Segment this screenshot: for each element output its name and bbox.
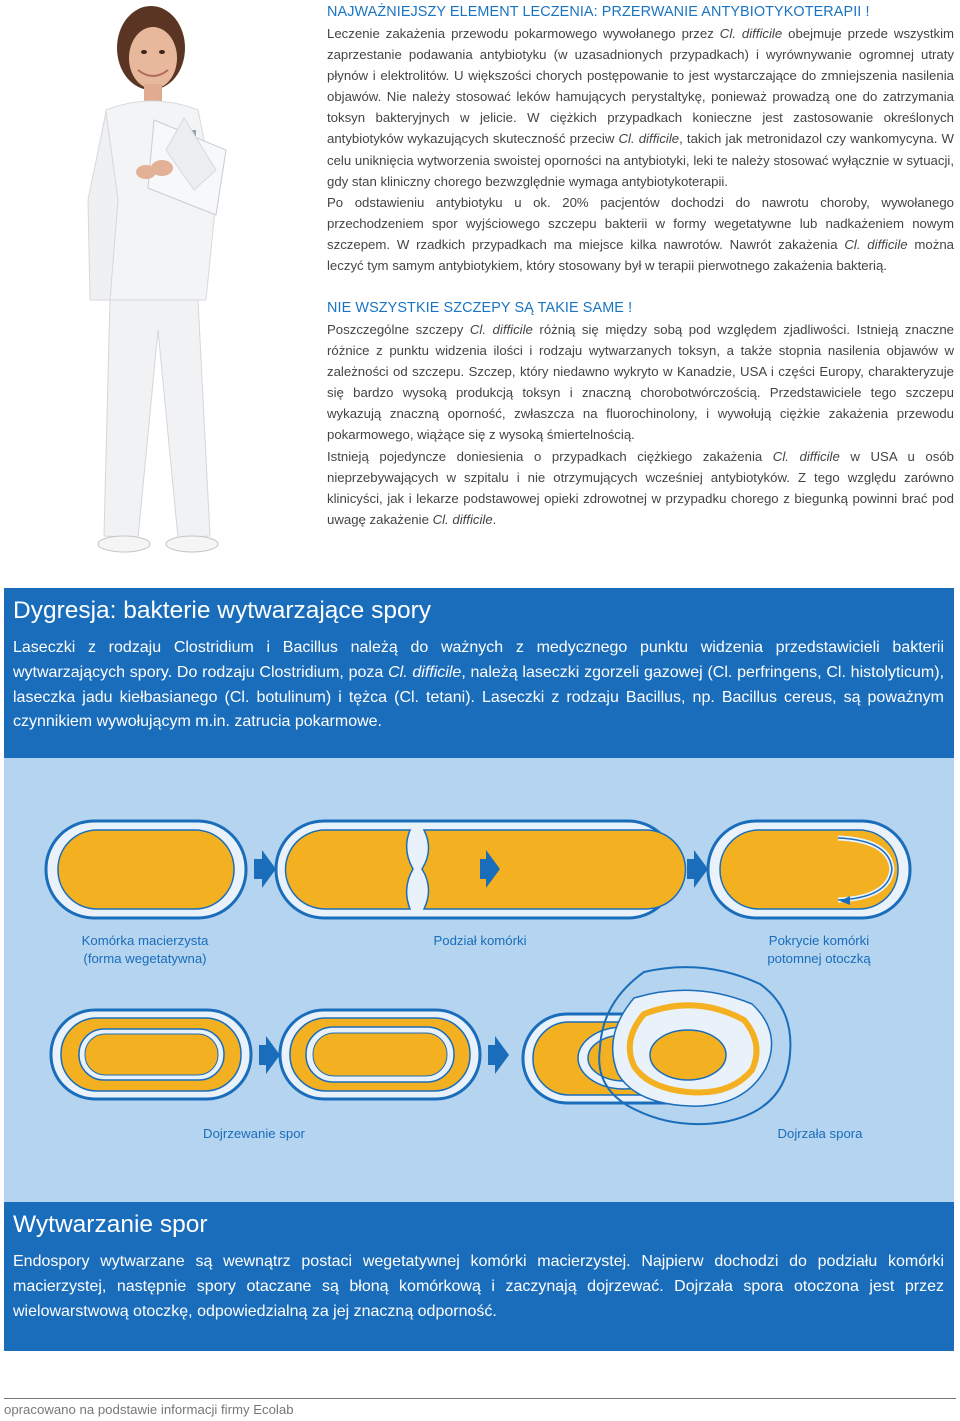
text: Laseczki z rodzaju Clostridium i Bacillus należą do ważnych z medycznego punktu widzenia przedstawicieli bakterii wytwarzających spory. Do rodzaju Clostridium, poza	[13, 639, 944, 681]
label-mature-spore	[740, 1125, 900, 1143]
species-name: Cl. difficile	[772, 448, 840, 464]
arrow-icon	[488, 1036, 509, 1074]
text: Po odstawieniu antybiotyku u ok. 20% pacjentów dochodzi do nawrotu choroby, wywołanego przechodzeniem spor wyjściowego szczepu bakterii w formy wegetatywne lub nadkażeniem nowym szczepem. W rzadkich przypadkach ma miejsce kilka nawrotów. Nawrót zakażenia	[327, 194, 954, 252]
spore-formation-title: Wytwarzanie spor	[13, 1211, 208, 1238]
text: obejmuje przede wszystkim zaprzestanie podawania antybiotyku (w uzasadnionych przypadkach) i wyrównywanie ogromnej utraty płynów i elektrolitów. U większości chorych postępowanie to jest wystarczające do zmniejszenia nasilenia objawów. Nie należy stosować leków hamujących perystaltykę, ponieważ prowadzą one do zatrzymania toksyn bakteryjnych w jelicie. W ciężkich przypadkach konieczne jest zastosowanie określonych antybiotyków wykazujących skuteczność przeciw	[327, 26, 955, 147]
spore-formation-text: Endospory wytwarzane są wewnątrz postaci wegetatywnej komórki macierzystej. Najpierw dochodzi do podziału komórki macierzystej, następnie spory otaczane są błoną komórkową i zaczynają dojrzewać. Dojrzała spora otoczona jest przez wielowarstwową otoczkę, odpowiedzialną za jej znaczną odporność.	[13, 1253, 944, 1320]
spore-bacteria-box	[4, 588, 954, 758]
label-vegetative	[60, 932, 230, 968]
text: .	[492, 511, 497, 527]
species-name: Cl. difficile	[618, 131, 680, 147]
arrow-icon	[254, 850, 276, 888]
nurse-photo	[66, 0, 244, 568]
section-strains	[327, 298, 954, 530]
paragraph	[327, 23, 954, 192]
text: różnią się między sobą pod względem zjadliwości. Istnieją znaczne różnice z punktu widzenia ilości i rodzaju wytwarzanych toksyn, a także stopnia nasilenia objawów w zależności od szczepu. Szczep, który niedawno wykryto w Kanadzie, USA i części Europy, charakteryzuje się bardzo wysoką produkcją toksyn i znaczną chorobotwórczością. Przedstawiciele tego szczepu wykazują znaczną oporność, zwłaszcza na fluorochinolony, i wywołują ciężkie zakażenia przewodu pokarmowego, wiążące się z wysoką śmiertelnością.	[327, 322, 955, 443]
paragraph	[327, 319, 954, 446]
section-treatment-heading: NAJWAŻNIEJSZY ELEMENT LECZENIA: PRZERWANIE ANTYBIOTYKOTERAPII !	[327, 4, 870, 20]
species-name: Cl. difficile	[388, 663, 462, 681]
text: można leczyć tym samym antybiotykiem, który stosowany był w terapii pierwotnego zakażenia bakterią.	[327, 236, 955, 274]
species-name: Cl. difficile	[844, 236, 908, 252]
text: Istnieją pojedyncze doniesienia o przypadkach ciężkiego zakażenia	[327, 448, 773, 464]
vegetative-cell	[46, 821, 246, 918]
label-division	[400, 932, 560, 950]
paragraph	[327, 192, 954, 276]
section-treatment-body	[327, 23, 954, 276]
text: , takich jak metronidazol czy wankomycyna. W celu uniknięcia wytworzenia swoistej oporności na antybiotyki, leki te należy stosować wyłącznie w sytuacji, gdy stan kliniczny chorego bezwzględnie wymaga antybiotykoterapii.	[327, 131, 955, 189]
engulfment-cell	[708, 821, 910, 918]
text: Komórka macierzysta (forma wegetatywna)	[81, 933, 209, 966]
text: Dojrzała spora	[777, 1126, 863, 1141]
species-name: Cl. difficile	[469, 322, 533, 337]
maturing-cell-2	[280, 1010, 480, 1099]
maturing-cell-1	[51, 1010, 251, 1099]
species-name: Cl. difficile	[719, 26, 783, 41]
arrow-icon	[259, 1036, 280, 1074]
text: w USA u osób nieprzebywających w szpitalu i nie otrzymujących wcześniej antybiotyków. Z tego względu zarówno klinicyści, jak i lekarze podstawowej opieki zdrowotnej w przypadku chorego z biegunką powinni brać pod uwagę zakażenie	[327, 448, 954, 527]
sporulation-diagram	[4, 758, 954, 1202]
label-maturation	[174, 1125, 334, 1143]
text: Dojrzewanie spor	[203, 1126, 305, 1141]
footer-source: opracowano na podstawie informacji firmy Ecolab	[4, 1402, 294, 1417]
text: Pokrycie komórki potomnej otoczką	[767, 933, 871, 966]
spore-bacteria-title: Dygresja: bakterie wytwarzające spory	[13, 597, 432, 624]
paragraph	[327, 446, 954, 530]
text: Poszczególne szczepy	[327, 322, 470, 337]
text: , należą laseczki zgorzeli gazowej (Cl. perfringens, Cl. histolyticum), laseczka jadu kiełbasianego (Cl. botulinum) i tężca (Cl. tetani). Laseczki z rodzaju Bacillus, np. Bacillus cereus, są poważnym czynnikiem wywołującym m.in. zatrucia pokarmowe.	[13, 663, 945, 731]
species-name: Cl. difficile	[432, 511, 493, 527]
text: Podział komórki	[433, 933, 527, 948]
spore-bacteria-text	[13, 636, 944, 735]
spore-formation-box	[4, 1202, 954, 1351]
label-coating	[734, 932, 904, 968]
section-strains-heading: NIE WSZYSTKIE SZCZEPY SĄ TAKIE SAME !	[327, 300, 633, 316]
section-treatment	[327, 2, 954, 276]
section-strains-body	[327, 319, 954, 530]
footer-divider	[4, 1398, 956, 1399]
arrow-icon	[687, 850, 708, 888]
text: Leczenie zakażenia przewodu pokarmowego wywołanego przez	[327, 26, 720, 41]
